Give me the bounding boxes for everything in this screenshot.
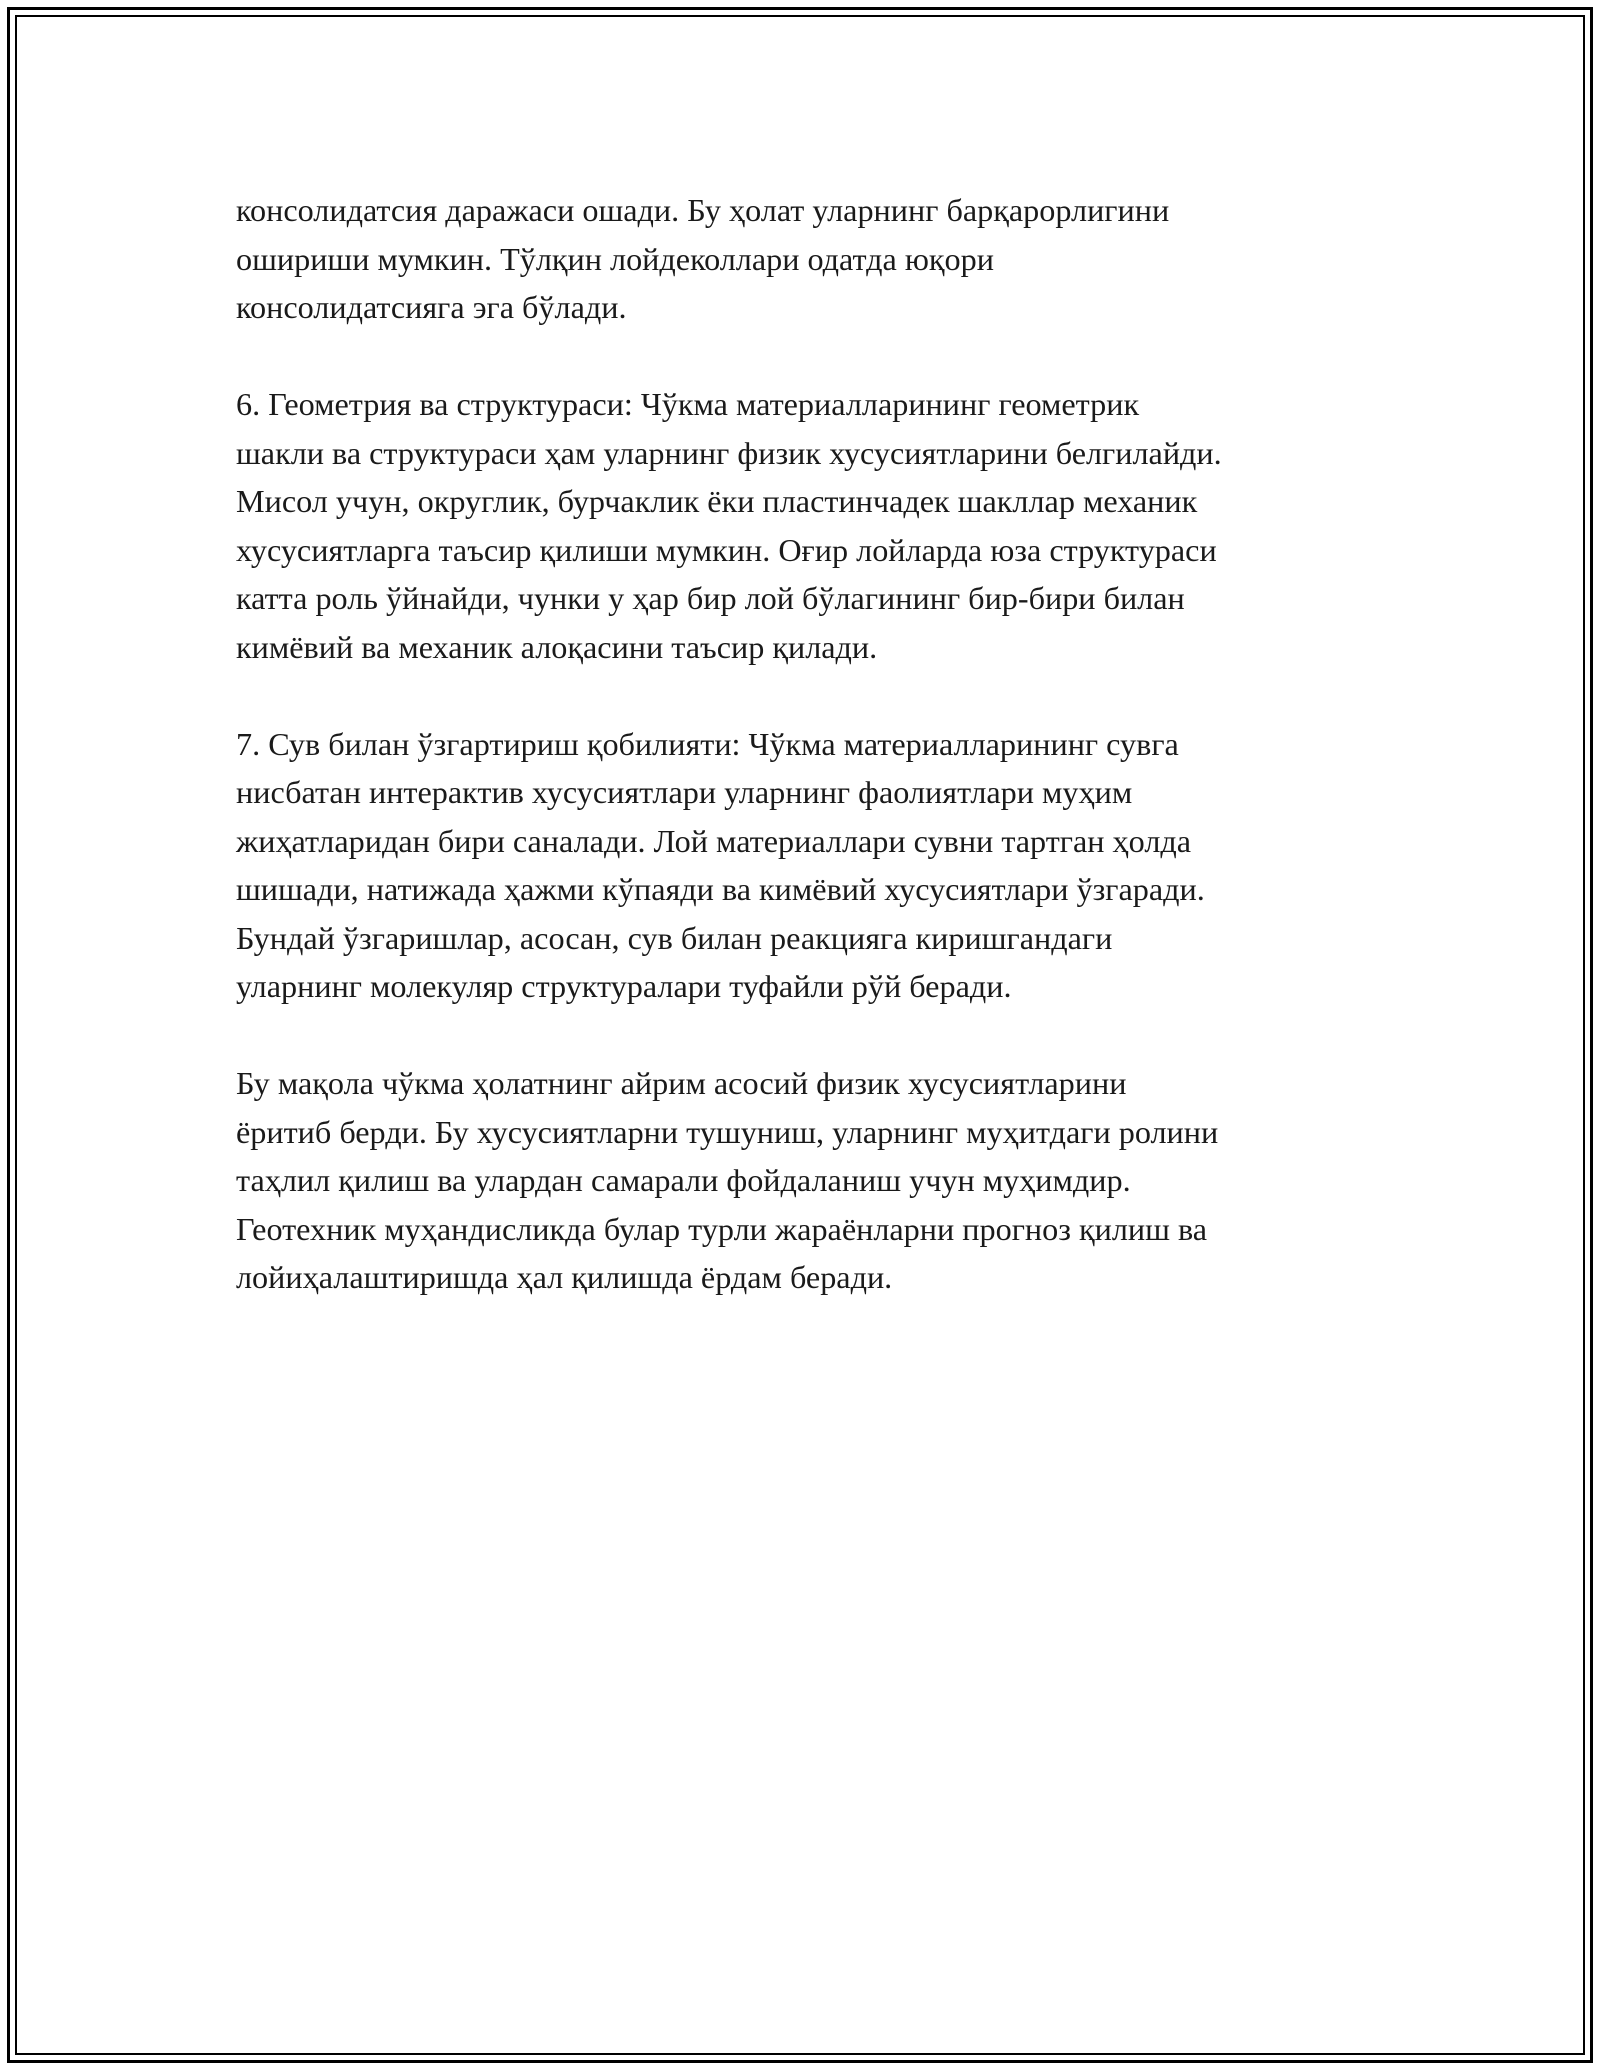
text-line: Бу мақола чўкма ҳолатнинг айрим асосий физик хусусиятларини [236, 1065, 1127, 1101]
paragraph-consolidation [236, 186, 1372, 332]
text-line: шакли ва структураси ҳам уларнинг физик хусусиятларини белгилайди. [236, 434, 1222, 471]
text-line: ёритиб берди. Бу хусусиятларни тушуниш, уларнинг муҳитдаги ролини [236, 1113, 1219, 1150]
text-line: ошириши мумкин. Тўлқин лойдеколлари одатда юқори [236, 240, 994, 277]
text-line: нисбатан интерактив хусусиятлари уларнинг фаолиятлари муҳим [236, 774, 1133, 810]
text-line: катта роль ўйнайди, чунки у ҳар бир лой бўлагининг бир-бири билан [236, 580, 1185, 616]
paragraph-water-interaction [236, 720, 1372, 1011]
paragraph-conclusion [236, 1059, 1372, 1302]
text-line: кимёвий ва механик алоқасини таъсир қилади. [236, 628, 878, 665]
text-line: Геотехник муҳандисликда булар турли жараёнларни прогноз қилиш ва [236, 1210, 1208, 1247]
text-line: Мисол учун, округлик, бурчаклик ёки пластинчадек шакллар механик [236, 483, 1198, 519]
paragraph-geometry-structure [236, 380, 1372, 671]
text-line: консолидатсияга эга бўлади. [236, 289, 627, 325]
text-line: таҳлил қилиш ва улардан самарали фойдаланиш учун муҳимдир. [236, 1162, 1131, 1198]
text-line: хусусиятларга таъсир қилиши мумкин. Оғир лойларда юза структураси [236, 531, 1217, 568]
document-body [236, 186, 1372, 1350]
text-line: жиҳатларидан бири саналади. Лой материаллари сувни тартган ҳолда [236, 822, 1192, 859]
text-line: 6. Геометрия ва структураси: Чўкма материалларининг геометрик [236, 386, 1140, 422]
text-line: консолидатсия даражаси ошади. Бу ҳолат уларнинг барқарорлигини [236, 192, 1170, 228]
text-line: уларнинг молекуляр структуралари туфайли рўй беради. [236, 968, 1012, 1004]
text-line: лойиҳалаштиришда ҳал қилишда ёрдам беради. [236, 1259, 893, 1295]
text-line: 7. Сув билан ўзгартириш қобилияти: Чўкма материалларининг сувга [236, 725, 1179, 762]
text-line: шишади, натижада ҳажми кўпаяди ва кимёвий хусусиятлари ўзгаради. [236, 871, 1205, 907]
text-line: Бундай ўзгаришлар, асосан, сув билан реакцияга киришгандаги [236, 919, 1113, 956]
